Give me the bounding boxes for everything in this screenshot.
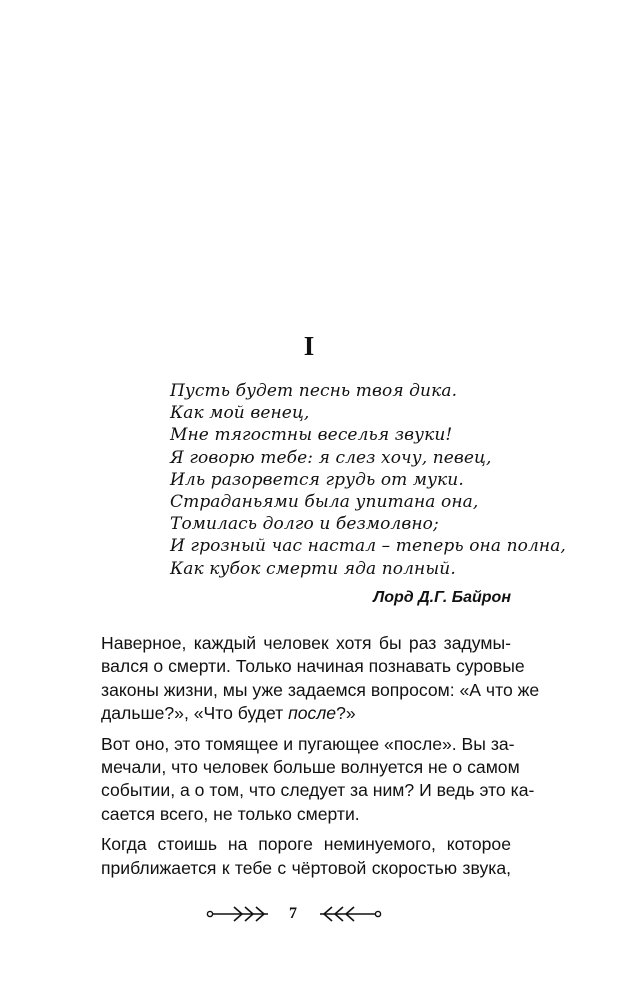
paragraph (101, 733, 535, 827)
paragraph-line: Наверное, каждый человек хотя бы раз задумы- (101, 633, 511, 653)
paragraph-text: ?» (336, 703, 356, 724)
epigraph-author: Лорд Д.Г. Байрон (373, 589, 511, 606)
page-footer (0, 902, 619, 926)
epigraph-line: Иль разорвется грудь от муки. (170, 469, 464, 490)
paragraph-line: Когда стоишь на пороге неминуемого, которое (101, 834, 511, 855)
paragraph-line: сается всего, не только смерти. (101, 803, 360, 824)
epigraph-line: Как мой венец, (170, 403, 310, 424)
epigraph-line: И грозный час настал – теперь она полна, (170, 536, 566, 557)
page-number: 7 (289, 905, 297, 922)
epigraph-line: Как кубок смерти яда полный. (170, 558, 456, 579)
paragraph-line: событии, а о том, что следует за ним? И ведь это ка- (101, 780, 535, 801)
paragraph-line: мечали, что человек больше волнуется не о самом (101, 756, 520, 777)
paragraph-line: Вот оно, это томящее и пугающее «после». Вы за- (101, 733, 515, 754)
arrow-ornament-left-icon (316, 904, 382, 924)
chapter-number: I (303, 331, 316, 361)
paragraph-line (101, 702, 511, 725)
epigraph (170, 380, 566, 580)
epigraph-line: Я говорю тебе: я слез хочу, певец, (170, 447, 492, 468)
epigraph-line: Томилась долго и безмолвно; (170, 514, 439, 535)
epigraph-line: Страданьями была упитана она, (170, 492, 479, 513)
arrow-ornament-right-icon (206, 904, 272, 924)
paragraph-line: законы жизни, мы уже задаемся вопросом: «А что же (101, 679, 540, 700)
paragraph (101, 632, 540, 726)
epigraph-line: Пусть будет песнь твоя дика. (170, 381, 458, 401)
paragraph-line: приближается к тебе с чёртовой скоростью звука, (101, 857, 511, 878)
paragraph-line: вался о смерти. Только начиная познавать суровые (101, 656, 525, 677)
paragraph (101, 833, 511, 880)
emphasized-word: после (288, 703, 337, 724)
body-text (101, 632, 540, 887)
epigraph-line: Мне тягостны веселья звуки! (170, 425, 453, 446)
paragraph-text: дальше?», «Что будет (101, 703, 289, 724)
